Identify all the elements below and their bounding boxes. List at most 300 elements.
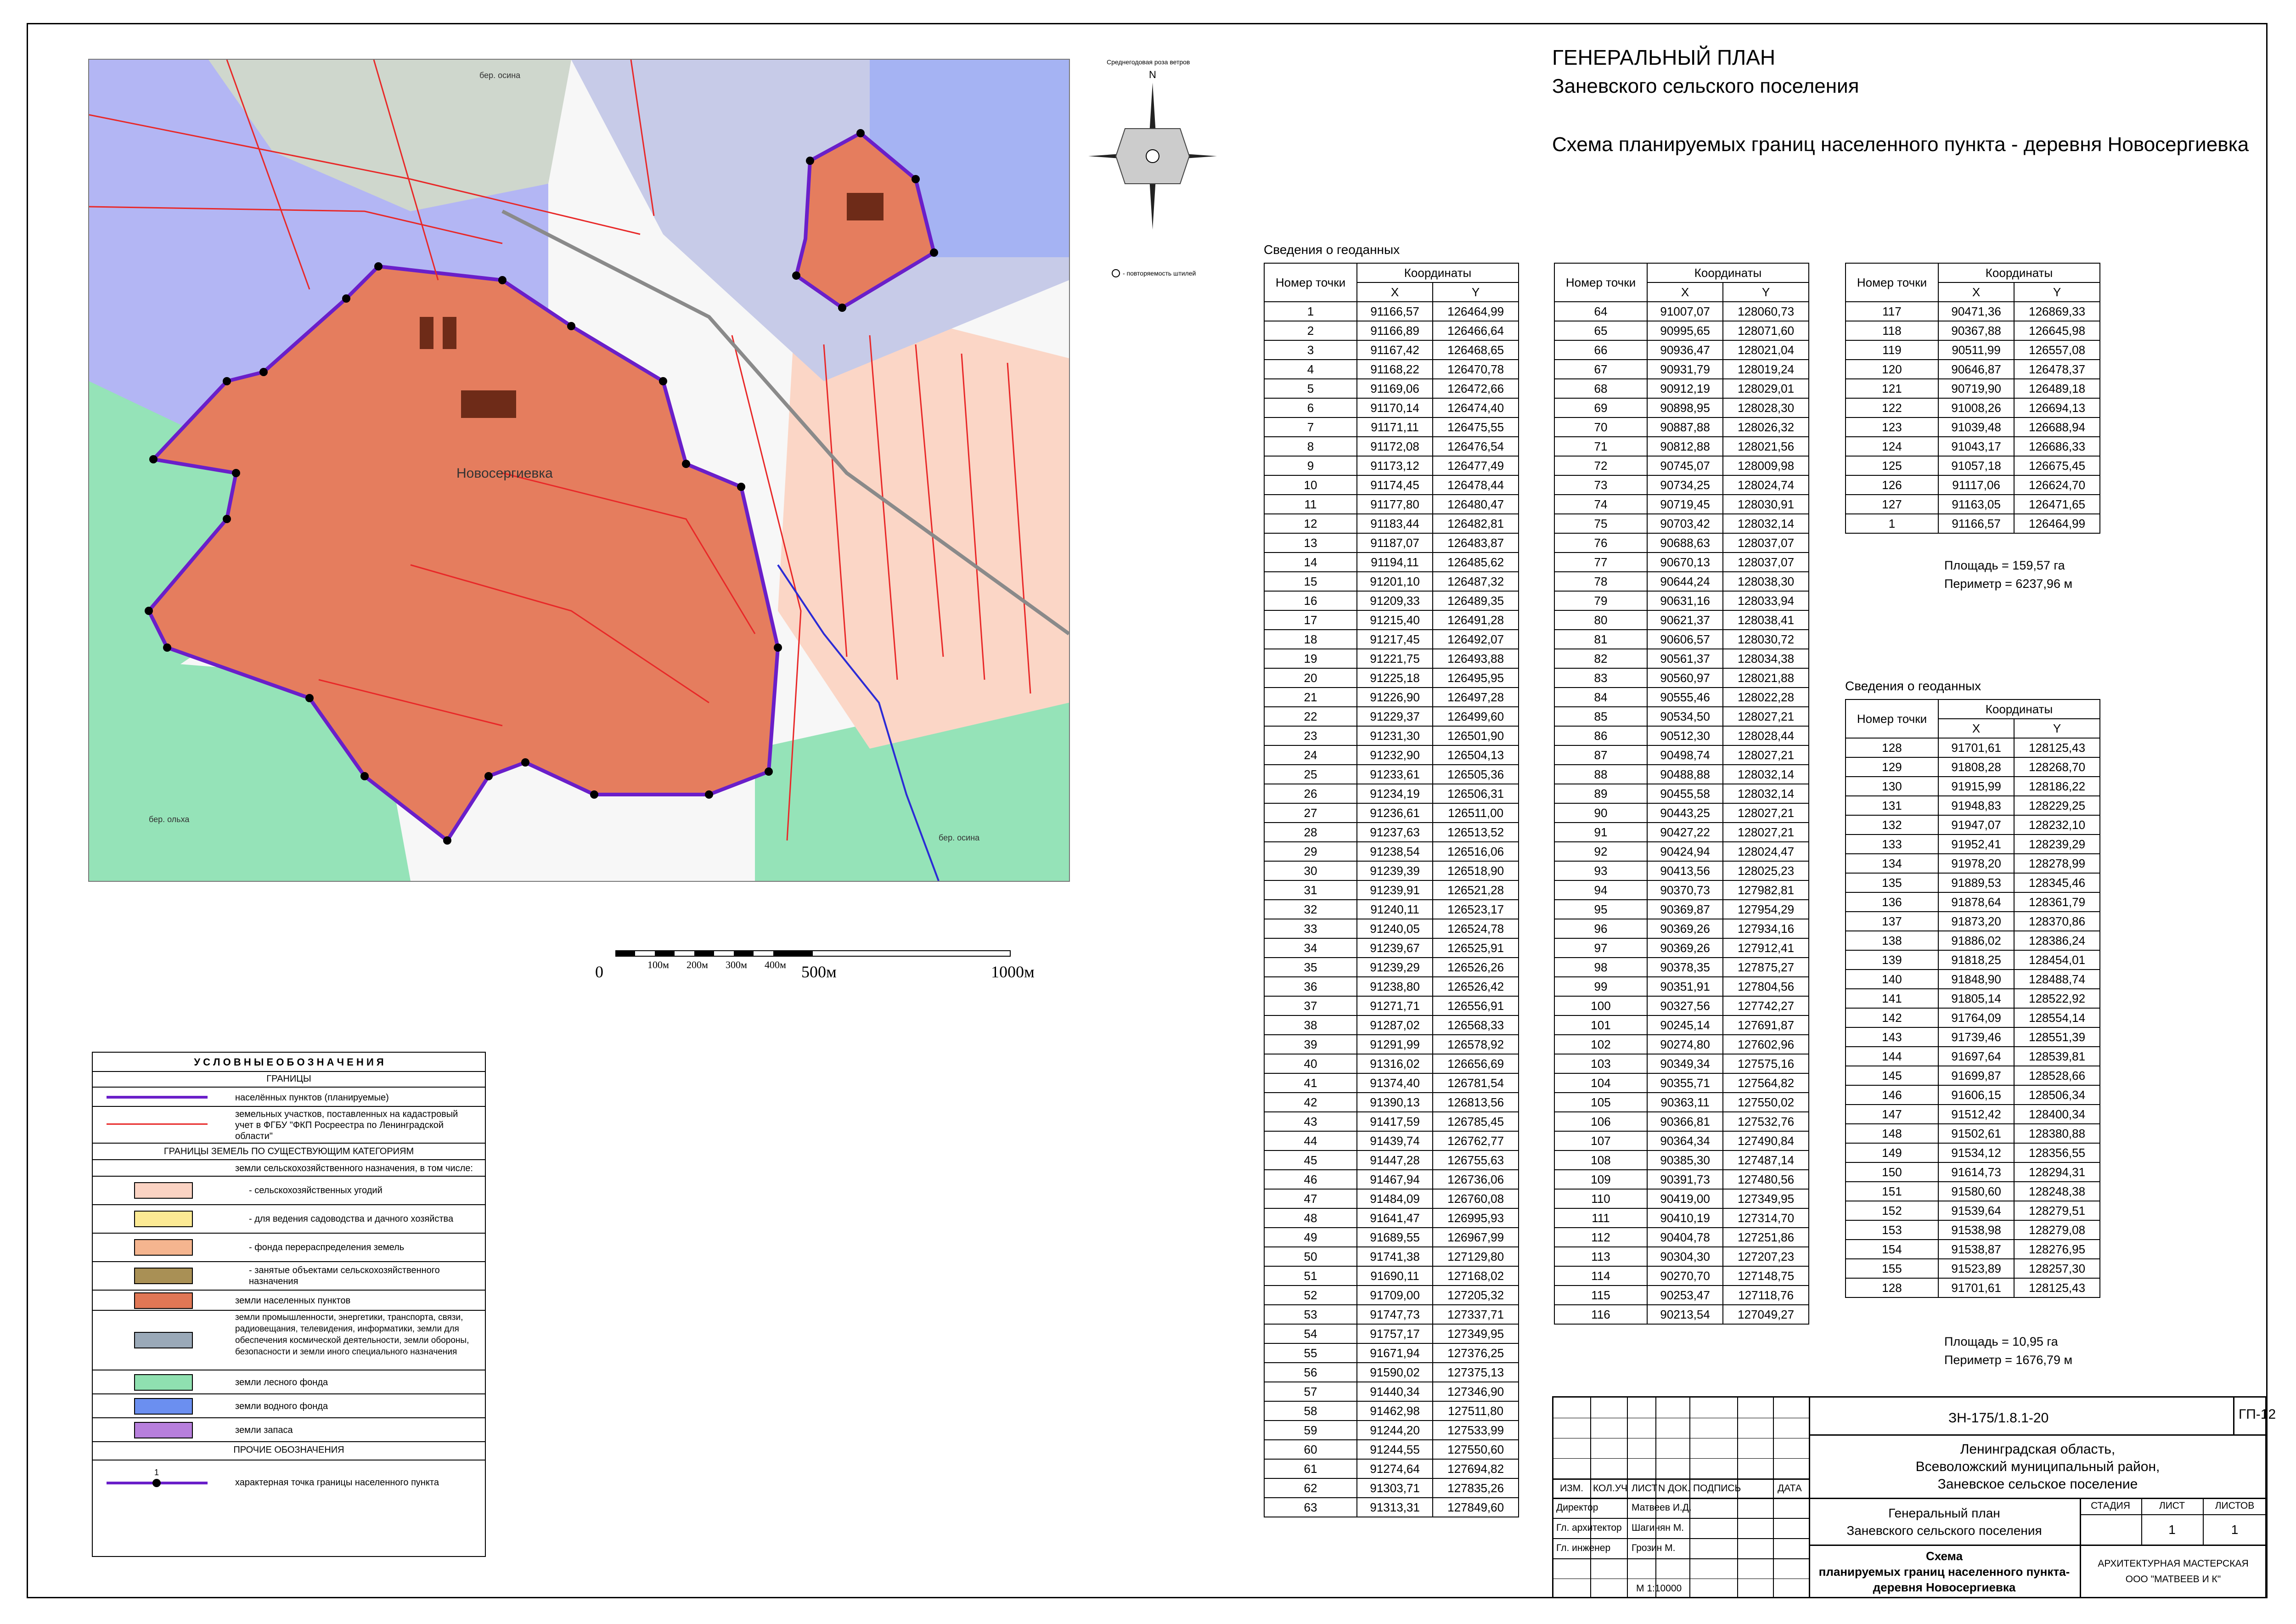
col-x: X — [1938, 719, 2014, 738]
legend-item-industrial: земли промышленности, энергетики, транспорта, связи, радиовещания, телевидения, информатики, земли для обеспечения космической деятельности, земли обороны, безопасности и земли иного специального назначения — [235, 1313, 469, 1357]
coord-y: 128539,81 — [2014, 1047, 2100, 1066]
coord-x: 91166,57 — [1938, 514, 2014, 533]
point-number: 23 — [1264, 726, 1357, 745]
point-number: 142 — [1846, 1008, 1938, 1027]
table-row — [1554, 1266, 1809, 1286]
table-row — [1264, 784, 1519, 803]
coord-x: 90391,73 — [1647, 1170, 1723, 1189]
point-number: 94 — [1554, 880, 1647, 900]
coord-y: 126480,47 — [1433, 495, 1519, 514]
coord-y: 126736,06 — [1433, 1170, 1519, 1189]
coord-y: 128071,60 — [1723, 321, 1809, 340]
point-number: 66 — [1554, 340, 1647, 360]
coord-x: 91239,39 — [1357, 861, 1433, 880]
point-number: 116 — [1554, 1305, 1647, 1324]
scale-label-0: 0 — [595, 963, 603, 981]
legend-item-gardening: - для ведения садоводства и дачного хозяйства — [249, 1214, 454, 1224]
coord-y: 127742,27 — [1723, 996, 1809, 1015]
coord-x: 90369,26 — [1647, 919, 1723, 938]
table-row — [1264, 1170, 1519, 1189]
coord-x: 90367,88 — [1938, 321, 2014, 340]
coord-y: 126813,56 — [1433, 1093, 1519, 1112]
point-number: 26 — [1264, 784, 1357, 803]
coord-x: 91039,48 — [1938, 417, 2014, 437]
table-row — [1554, 456, 1809, 475]
grove-label-2: бер. ольха — [149, 815, 190, 824]
coord-y: 128186,22 — [2014, 777, 2100, 796]
coord-x: 91502,61 — [1938, 1124, 2014, 1143]
coord-x: 91174,45 — [1357, 475, 1433, 495]
map-svg — [89, 60, 1069, 881]
table-row — [1264, 302, 1519, 321]
point-number: 17 — [1264, 610, 1357, 630]
table-row — [1846, 437, 2100, 456]
coord-x: 91417,59 — [1357, 1112, 1433, 1131]
stamp-col-sign: ПОДПИСЬ — [1693, 1483, 1741, 1494]
coord-x: 90670,13 — [1647, 553, 1723, 572]
table-row — [1264, 938, 1519, 958]
wind-rose-caption: - повторяемость штилей — [1123, 270, 1196, 277]
table-row — [1264, 977, 1519, 996]
coord-x: 91701,61 — [1938, 738, 2014, 757]
table-row — [1554, 1093, 1809, 1112]
coord-x: 90995,65 — [1647, 321, 1723, 340]
coord-x: 91168,22 — [1357, 360, 1433, 379]
swatch-redistribution — [134, 1239, 193, 1256]
point-number: 5 — [1264, 379, 1357, 398]
coord-x: 91236,61 — [1357, 803, 1433, 823]
coord-x: 91739,46 — [1938, 1027, 2014, 1047]
coord-x: 91167,42 — [1357, 340, 1433, 360]
coord-y: 128021,56 — [1723, 437, 1809, 456]
coord-x: 91539,64 — [1938, 1201, 2014, 1220]
point-number: 131 — [1846, 796, 1938, 815]
coord-y: 126645,98 — [2014, 321, 2100, 340]
coord-x: 91274,64 — [1357, 1459, 1433, 1478]
table-row — [1846, 1027, 2100, 1047]
coord-y: 127550,60 — [1433, 1440, 1519, 1459]
coord-x: 91534,12 — [1938, 1143, 2014, 1162]
coord-x: 91170,14 — [1357, 398, 1433, 417]
coord-x: 90404,78 — [1647, 1228, 1723, 1247]
coord-y: 126505,36 — [1433, 765, 1519, 784]
legend-title: У С Л О В Н Ы Е О Б О З Н А Ч Е Н И Я — [194, 1056, 384, 1068]
table-row — [1846, 950, 2100, 970]
coord-y: 126493,88 — [1433, 649, 1519, 668]
coord-x: 90327,56 — [1647, 996, 1723, 1015]
coord-y: 128027,21 — [1723, 707, 1809, 726]
coord-x: 90688,63 — [1647, 533, 1723, 553]
point-number: 3 — [1264, 340, 1357, 360]
point-number: 100 — [1554, 996, 1647, 1015]
stamp-stage: СТАДИЯ — [2091, 1500, 2130, 1511]
stamp-role-architect: Гл. архитектор — [1556, 1522, 1622, 1533]
point-number: 35 — [1264, 958, 1357, 977]
point-number: 69 — [1554, 398, 1647, 417]
coord-y: 127349,95 — [1433, 1324, 1519, 1343]
stamp-sheet: ЛИСТ — [2159, 1500, 2185, 1511]
coord-x: 90703,42 — [1647, 514, 1723, 533]
coord-x: 91889,53 — [1938, 873, 2014, 892]
grove-label-1: бер. осина — [479, 71, 521, 80]
coord-y: 128361,79 — [2014, 892, 2100, 912]
col-point-number: Номер точки — [1846, 699, 1938, 738]
point-number: 130 — [1846, 777, 1938, 796]
coord-y: 127533,99 — [1433, 1421, 1519, 1440]
point-number: 21 — [1264, 688, 1357, 707]
coord-y: 126489,35 — [1433, 591, 1519, 610]
table-row — [1554, 688, 1809, 707]
table-row — [1264, 1150, 1519, 1170]
coord-x: 91709,00 — [1357, 1286, 1433, 1305]
coord-x: 91606,15 — [1938, 1085, 2014, 1105]
table-row — [1846, 1066, 2100, 1085]
table-row — [1846, 873, 2100, 892]
coord-x: 91287,02 — [1357, 1015, 1433, 1035]
coord-y: 128022,28 — [1723, 688, 1809, 707]
table-row — [1554, 475, 1809, 495]
point-number: 102 — [1554, 1035, 1647, 1054]
coord-y: 126525,91 — [1433, 938, 1519, 958]
stamp-col-izm: ИЗМ. — [1560, 1483, 1584, 1494]
coord-y: 127564,82 — [1723, 1073, 1809, 1093]
coord-y: 127511,80 — [1433, 1401, 1519, 1421]
coord-y: 127148,75 — [1723, 1266, 1809, 1286]
coord-x: 91008,26 — [1938, 398, 2014, 417]
table-row — [1264, 1112, 1519, 1131]
coord-x: 91690,11 — [1357, 1266, 1433, 1286]
point-number: 48 — [1264, 1208, 1357, 1228]
coord-y: 127349,95 — [1723, 1189, 1809, 1208]
table-row — [1846, 989, 2100, 1008]
coord-y: 127835,26 — [1433, 1478, 1519, 1498]
coord-x: 91234,19 — [1357, 784, 1433, 803]
point-number: 31 — [1264, 880, 1357, 900]
point-number: 19 — [1264, 649, 1357, 668]
col-coordinates: Координаты — [1647, 263, 1809, 282]
coord-x: 90410,19 — [1647, 1208, 1723, 1228]
table-row — [1264, 1266, 1519, 1286]
table-row — [1846, 777, 2100, 796]
table-row — [1554, 321, 1809, 340]
coord-x: 91057,18 — [1938, 456, 2014, 475]
point-number: 43 — [1264, 1112, 1357, 1131]
table-row — [1264, 417, 1519, 437]
point-number: 114 — [1554, 1266, 1647, 1286]
coord-x: 91117,06 — [1938, 475, 2014, 495]
coord-x: 91757,17 — [1357, 1324, 1433, 1343]
table-row — [1554, 880, 1809, 900]
geodata-title-2: Сведения о геоданных — [1845, 679, 1981, 693]
point-number: 110 — [1554, 1189, 1647, 1208]
point-number: 122 — [1846, 398, 1938, 417]
stamp-org-2: ООО "МАТВЕЕВ И К" — [2125, 1574, 2221, 1585]
point-number: 144 — [1846, 1047, 1938, 1066]
coord-x: 91231,30 — [1357, 726, 1433, 745]
point-number: 138 — [1846, 931, 1938, 950]
coord-y: 128032,14 — [1723, 514, 1809, 533]
coord-x: 91177,80 — [1357, 495, 1433, 514]
coord-y: 126471,65 — [2014, 495, 2100, 514]
table-row — [1846, 738, 2100, 757]
coord-x: 91886,02 — [1938, 931, 2014, 950]
point-number: 97 — [1554, 938, 1647, 958]
coord-y: 128257,30 — [2014, 1259, 2100, 1278]
wind-rose — [1084, 55, 1221, 285]
legend-item-settlement-land: земли населенных пунктов — [235, 1296, 351, 1306]
point-number: 133 — [1846, 835, 1938, 854]
point-number: 75 — [1554, 514, 1647, 533]
coord-x: 90646,87 — [1938, 360, 2014, 379]
coord-x: 90534,50 — [1647, 707, 1723, 726]
col-x: X — [1357, 282, 1433, 302]
grove-label-3: бер. осина — [939, 833, 980, 842]
table-row — [1264, 1324, 1519, 1343]
coord-x: 90427,22 — [1647, 823, 1723, 842]
coord-x: 91221,75 — [1357, 649, 1433, 668]
point-number: 151 — [1846, 1182, 1938, 1201]
coord-y: 126504,13 — [1433, 745, 1519, 765]
point-number: 71 — [1554, 437, 1647, 456]
table-row — [1554, 630, 1809, 649]
coord-y: 128454,01 — [2014, 950, 2100, 970]
table-row — [1846, 1162, 2100, 1182]
coord-y: 126785,45 — [1433, 1112, 1519, 1131]
point-number: 65 — [1554, 321, 1647, 340]
coord-x: 90812,88 — [1647, 437, 1723, 456]
swatch-gardening — [134, 1211, 193, 1227]
coord-x: 91291,99 — [1357, 1035, 1433, 1054]
coord-x: 91512,42 — [1938, 1105, 2014, 1124]
coord-y: 128248,38 — [2014, 1182, 2100, 1201]
point-number: 22 — [1264, 707, 1357, 726]
stamp-plan-2: Заневского сельского поселения — [1846, 1523, 2042, 1538]
coord-y: 126477,49 — [1433, 456, 1519, 475]
coord-x: 90745,07 — [1647, 456, 1723, 475]
coord-y: 127602,96 — [1723, 1035, 1809, 1054]
map-area[interactable] — [88, 59, 1070, 882]
coord-y: 128551,39 — [2014, 1027, 2100, 1047]
coord-x: 91873,20 — [1938, 912, 2014, 931]
coord-y: 128522,92 — [2014, 989, 2100, 1008]
legend — [92, 1052, 486, 1557]
coord-x: 90274,80 — [1647, 1035, 1723, 1054]
coord-y: 126483,87 — [1433, 533, 1519, 553]
perimeter-north: Периметр = 1676,79 м — [1944, 1353, 2073, 1367]
coord-y: 126967,99 — [1433, 1228, 1519, 1247]
point-number: 127 — [1846, 495, 1938, 514]
plan-subtitle: Заневского сельского поселения — [1552, 75, 1859, 97]
point-number: 39 — [1264, 1035, 1357, 1054]
table-row — [1846, 456, 2100, 475]
coord-y: 127129,80 — [1433, 1247, 1519, 1266]
point-number: 8 — [1264, 437, 1357, 456]
coord-y: 128294,31 — [2014, 1162, 2100, 1182]
table-row — [1554, 1228, 1809, 1247]
point-number: 135 — [1846, 873, 1938, 892]
table-row — [1554, 553, 1809, 572]
coord-y: 128021,04 — [1723, 340, 1809, 360]
point-number: 84 — [1554, 688, 1647, 707]
table-row — [1554, 1015, 1809, 1035]
point-number: 47 — [1264, 1189, 1357, 1208]
coord-x: 90561,37 — [1647, 649, 1723, 668]
table-row — [1846, 1105, 2100, 1124]
coord-x: 90631,16 — [1647, 591, 1723, 610]
point-number: 111 — [1554, 1208, 1647, 1228]
coord-x: 90213,54 — [1647, 1305, 1723, 1324]
table-row — [1264, 1459, 1519, 1478]
coord-x: 90370,73 — [1647, 880, 1723, 900]
coord-x: 91699,87 — [1938, 1066, 2014, 1085]
table-row — [1264, 1343, 1519, 1363]
coord-y: 128038,30 — [1723, 572, 1809, 591]
point-number: 2 — [1264, 321, 1357, 340]
point-number: 86 — [1554, 726, 1647, 745]
table-row — [1554, 919, 1809, 938]
table-row — [1846, 931, 2100, 950]
coord-y: 128506,34 — [2014, 1085, 2100, 1105]
coord-x: 91007,07 — [1647, 302, 1723, 321]
table-row — [1264, 1035, 1519, 1054]
coord-y: 128033,94 — [1723, 591, 1809, 610]
stamp-address-3: Заневское сельское поселение — [1937, 1477, 2138, 1492]
point-number: 90 — [1554, 803, 1647, 823]
table-row — [1554, 1150, 1809, 1170]
point-number: 63 — [1264, 1498, 1357, 1517]
coord-x: 90560,97 — [1647, 668, 1723, 688]
coord-y: 126781,54 — [1433, 1073, 1519, 1093]
coord-x: 91239,91 — [1357, 880, 1433, 900]
point-number: 113 — [1554, 1247, 1647, 1266]
coord-y: 128027,21 — [1723, 803, 1809, 823]
point-number: 41 — [1264, 1073, 1357, 1093]
coord-x: 90349,34 — [1647, 1054, 1723, 1073]
coord-y: 127532,76 — [1723, 1112, 1809, 1131]
coord-y: 128370,86 — [2014, 912, 2100, 931]
point-number: 105 — [1554, 1093, 1647, 1112]
table-row — [1554, 726, 1809, 745]
coord-x: 90369,26 — [1647, 938, 1723, 958]
table-row — [1554, 938, 1809, 958]
coord-x: 91947,07 — [1938, 815, 2014, 835]
point-number: 87 — [1554, 745, 1647, 765]
coord-y: 126556,91 — [1433, 996, 1519, 1015]
coord-y: 126516,06 — [1433, 842, 1519, 861]
coord-y: 126578,92 — [1433, 1035, 1519, 1054]
point-number: 6 — [1264, 398, 1357, 417]
coord-x: 90512,30 — [1647, 726, 1723, 745]
point-number: 53 — [1264, 1305, 1357, 1324]
col-coordinates: Координаты — [1938, 699, 2100, 719]
stamp-plan-1: Генеральный план — [1888, 1506, 2000, 1520]
coord-y: 126466,64 — [1433, 321, 1519, 340]
table-row — [1846, 1278, 2100, 1297]
table-row — [1264, 475, 1519, 495]
coord-x: 90898,95 — [1647, 398, 1723, 417]
coord-x: 91166,89 — [1357, 321, 1433, 340]
table-row — [1264, 379, 1519, 398]
point-number: 10 — [1264, 475, 1357, 495]
point-number: 29 — [1264, 842, 1357, 861]
coord-y: 126478,44 — [1433, 475, 1519, 495]
point-number: 145 — [1846, 1066, 1938, 1085]
coord-x: 91439,74 — [1357, 1131, 1433, 1150]
point-number: 60 — [1264, 1440, 1357, 1459]
table-row — [1846, 1143, 2100, 1162]
coord-x: 91523,89 — [1938, 1259, 2014, 1278]
coord-y: 126524,78 — [1433, 919, 1519, 938]
coord-x: 91952,41 — [1938, 835, 2014, 854]
legend-boundary-line — [107, 1096, 208, 1099]
stamp-sheet-code: ГП-12 — [2239, 1407, 2276, 1422]
coord-x: 90606,57 — [1647, 630, 1723, 649]
coord-y: 128232,10 — [2014, 815, 2100, 835]
coord-x: 91538,87 — [1938, 1240, 2014, 1259]
point-number: 98 — [1554, 958, 1647, 977]
coord-x: 91374,40 — [1357, 1073, 1433, 1093]
coord-y: 127694,82 — [1433, 1459, 1519, 1478]
point-number: 78 — [1554, 572, 1647, 591]
coord-y: 127982,81 — [1723, 880, 1809, 900]
table-row — [1554, 977, 1809, 996]
coord-x: 91163,05 — [1938, 495, 2014, 514]
coord-x: 90253,47 — [1647, 1286, 1723, 1305]
point-number: 11 — [1264, 495, 1357, 514]
table-row — [1554, 958, 1809, 977]
coord-x: 91701,61 — [1938, 1278, 2014, 1297]
table-row — [1554, 360, 1809, 379]
coord-x: 90471,36 — [1938, 302, 2014, 321]
coord-x: 90366,81 — [1647, 1112, 1723, 1131]
table-row — [1264, 610, 1519, 630]
coord-y: 126557,08 — [2014, 340, 2100, 360]
coord-x: 90304,30 — [1647, 1247, 1723, 1266]
table-row — [1554, 1073, 1809, 1093]
coord-y: 128027,21 — [1723, 823, 1809, 842]
table-row — [1554, 533, 1809, 553]
coord-x: 91237,63 — [1357, 823, 1433, 842]
coord-x: 90555,46 — [1647, 688, 1723, 707]
coord-y: 126686,33 — [2014, 437, 2100, 456]
point-number: 91 — [1554, 823, 1647, 842]
table-row — [1554, 379, 1809, 398]
scale-label-1000: 1000м — [991, 963, 1035, 981]
table-row — [1554, 842, 1809, 861]
legend-item-boundary-point: характерная точка границы населенного пункта — [235, 1477, 439, 1488]
point-number: 64 — [1554, 302, 1647, 321]
table-row — [1554, 1208, 1809, 1228]
table-row — [1264, 1382, 1519, 1401]
col-point-number: Номер точки — [1846, 263, 1938, 302]
point-number: 62 — [1264, 1478, 1357, 1498]
point-number: 82 — [1554, 649, 1647, 668]
title-block — [1552, 1396, 2276, 1598]
swatch-industrial — [134, 1332, 193, 1348]
point-number: 128 — [1846, 1278, 1938, 1297]
plan-title: ГЕНЕРАЛЬНЫЙ ПЛАН — [1552, 45, 1776, 69]
table-row — [1264, 745, 1519, 765]
swatch-agri-land — [134, 1182, 193, 1199]
coord-x: 91240,11 — [1357, 900, 1433, 919]
legend-subheading-agri: земли сельскохозяйственного назначения, в том числе: — [235, 1163, 473, 1173]
table-row — [1554, 1035, 1809, 1054]
point-number: 118 — [1846, 321, 1938, 340]
point-number: 107 — [1554, 1131, 1647, 1150]
coord-y: 128060,73 — [1723, 302, 1809, 321]
point-number: 81 — [1554, 630, 1647, 649]
coord-y: 127849,60 — [1433, 1498, 1519, 1517]
